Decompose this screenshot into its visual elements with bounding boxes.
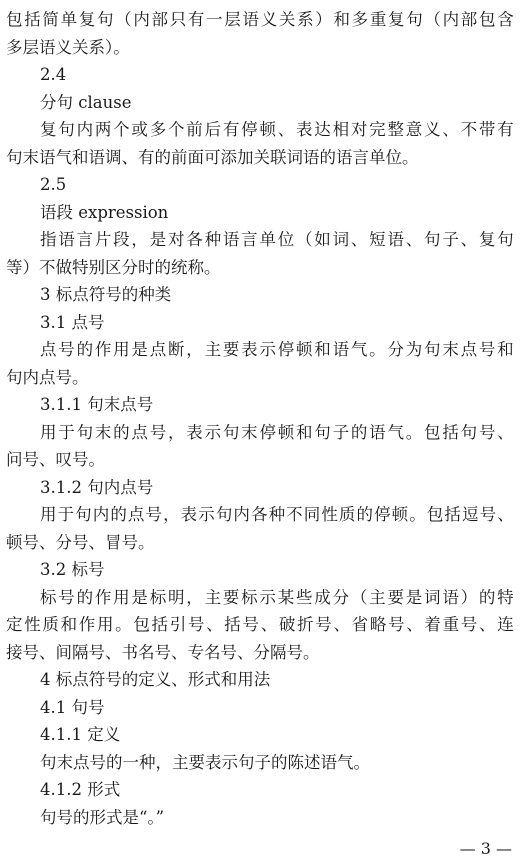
body-text-line: 用于句末的点号，表示句末停顿和句子的语气。包括句号、: [40, 422, 514, 442]
section-heading: 3 标点符号的种类: [40, 285, 172, 304]
body-text-line: 复句内两个或多个前后有停顿、表达相对完整意义、不带有: [40, 120, 514, 139]
term-heading: 语段 expression: [40, 202, 169, 222]
body-text-line: 包括简单复句（内部只有一层语义关系）和多重复句（内部包含: [6, 10, 514, 29]
body-text-line: 句内点号。: [6, 367, 89, 387]
section-heading: 2.5: [40, 175, 67, 194]
section-heading: 4 标点符号的定义、形式和用法: [40, 670, 271, 689]
section-heading: 4.1.1 定义: [40, 725, 121, 744]
body-text-line: 定性质和作用。包括引号、括号、破折号、省略号、着重号、连: [6, 615, 514, 634]
section-heading: 2.4: [40, 65, 67, 84]
body-text-line: 句号的形式是“。”: [40, 807, 165, 827]
term-heading: 分句 clause: [40, 92, 132, 112]
body-text-line: 点号的作用是点断，主要表示停顿和语气。分为句末点号和: [40, 340, 514, 359]
body-text-line: 用于句内的点号，表示句内各种不同性质的停顿。包括逗号、: [40, 505, 514, 524]
body-text-line: 接号、间隔号、书名号、专名号、分隔号。: [6, 642, 320, 662]
body-text-line: 顿号、分号、冒号。: [6, 532, 155, 552]
page-number: — 3 —: [459, 839, 512, 858]
section-heading: 4.1 句号: [40, 697, 105, 717]
section-heading: 4.1.2 形式: [40, 780, 121, 799]
body-text-line: 指语言片段，是对各种语言单位（如词、短语、句子、复句: [40, 230, 514, 249]
section-heading: 3.1.1 句末点号: [40, 395, 154, 414]
body-text-line: 多层语义关系）。: [6, 37, 130, 57]
document-body: [6, 6, 514, 831]
section-heading: 3.1.2 句内点号: [40, 477, 154, 497]
section-heading: 3.1 点号: [40, 312, 105, 332]
body-text-line: 句末点号的一种，主要表示句子的陈述语气。: [40, 752, 370, 772]
body-text-line: 标号的作用是标明，主要标示某些成分（主要是词语）的特: [40, 587, 514, 607]
body-text-line: 等）不做特别区分时的统称。: [6, 257, 221, 277]
body-text-line: 问号、叹号。: [6, 450, 105, 469]
body-text-line: 句末语气和语调、有的前面可添加关联词语的语言单位。: [6, 147, 419, 167]
section-heading: 3.2 标号: [40, 560, 105, 579]
